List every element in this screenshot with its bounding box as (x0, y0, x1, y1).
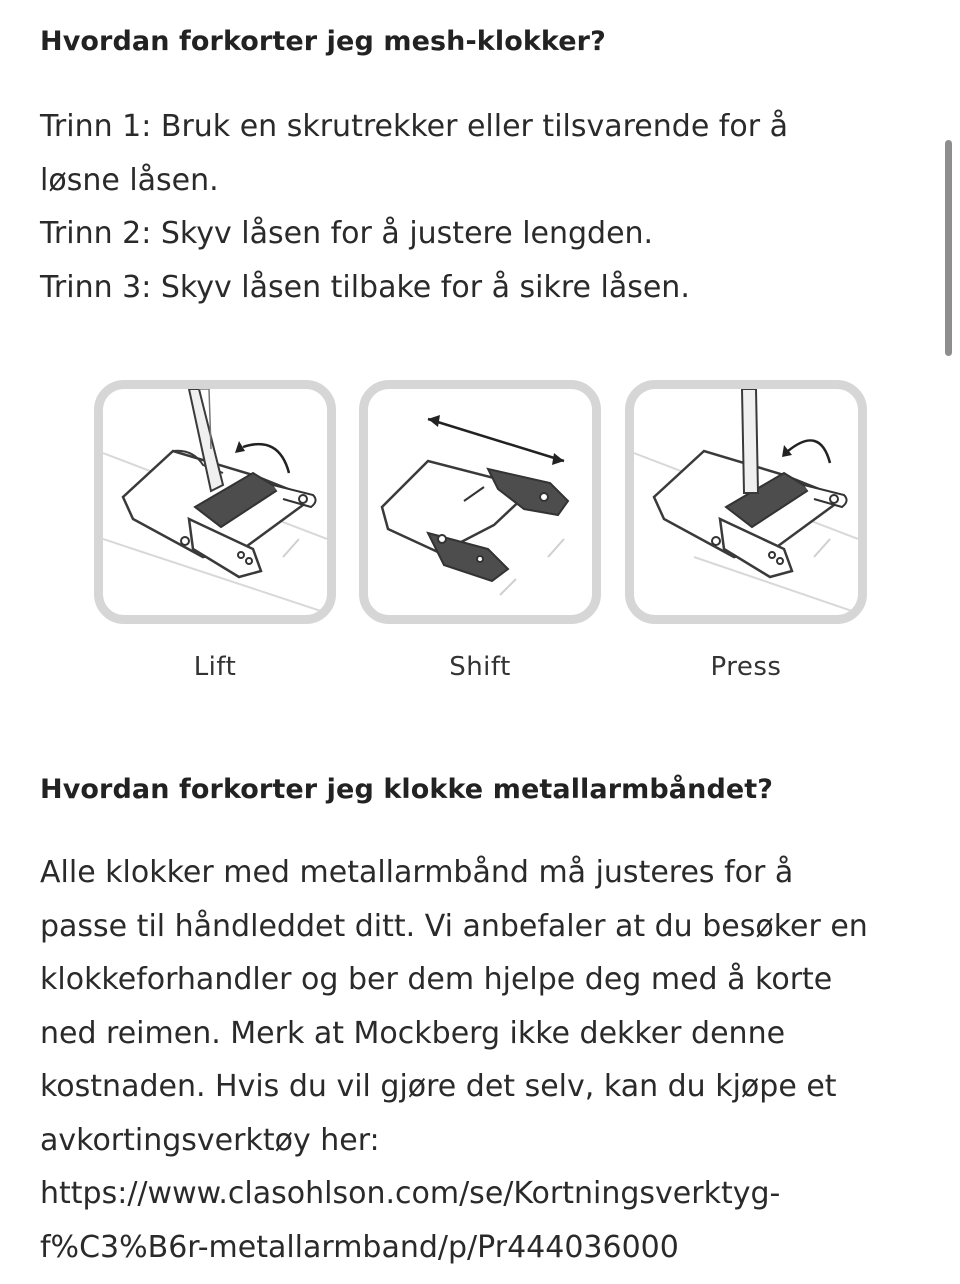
tool-link-part-1[interactable]: https://www.clasohlson.com/se/Kortningsverktyg- (40, 1176, 781, 1211)
paragraph-line: ned reimen. Merk at Mockberg ikke dekker denne (40, 1015, 786, 1051)
paragraph-line: Alle klokker med metallarmbånd må justeres for å (40, 855, 794, 890)
lift-clasp-drawing (103, 389, 327, 615)
step-1-line-1: Trinn 1: Bruk en skrutrekker eller tilsvarende for å (40, 109, 788, 144)
tool-link-part-2[interactable]: f%C3%B6r-metallarmband/p/Pr444036000 (40, 1229, 679, 1265)
metal-bracelet-paragraph (40, 846, 940, 1274)
paragraph-line: passe til håndleddet ditt. Vi anbefaler at du besøker en (40, 908, 868, 944)
tool-link-line-1[interactable] (40, 1167, 940, 1221)
step-1-line-2: løsne låsen. (40, 162, 219, 198)
caption-lift: Lift (193, 652, 237, 682)
paragraph-line: kostnaden. Hvis du vil gjøre det selv, kan du kjøpe et (40, 1069, 837, 1104)
step-2: Trinn 2: Skyv låsen for å justere lengden. (40, 216, 654, 251)
caption-press: Press (710, 652, 782, 682)
steps-list (40, 100, 920, 314)
caption-shift: Shift (449, 652, 511, 682)
tool-link-line-2[interactable] (40, 1221, 940, 1275)
clasp-instructions-figure (94, 380, 874, 690)
press-illustration (625, 380, 867, 624)
heading-metal-bracelet: Hvordan forkorter jeg klokke metallarmbåndet? (40, 774, 774, 805)
paragraph-line: klokkeforhandler og ber dem hjelpe deg med å korte (40, 962, 833, 997)
heading-mesh-watches: Hvordan forkorter jeg mesh-klokker? (40, 26, 606, 57)
paragraph-line: avkortingsverktøy her: (40, 1122, 380, 1158)
step-3: Trinn 3: Skyv låsen tilbake for å sikre låsen. (40, 269, 690, 305)
shift-clasp-drawing (368, 389, 592, 615)
page-scrollbar[interactable] (945, 140, 952, 356)
press-clasp-drawing (634, 389, 858, 615)
lift-illustration (94, 380, 336, 624)
shift-illustration (359, 380, 601, 624)
